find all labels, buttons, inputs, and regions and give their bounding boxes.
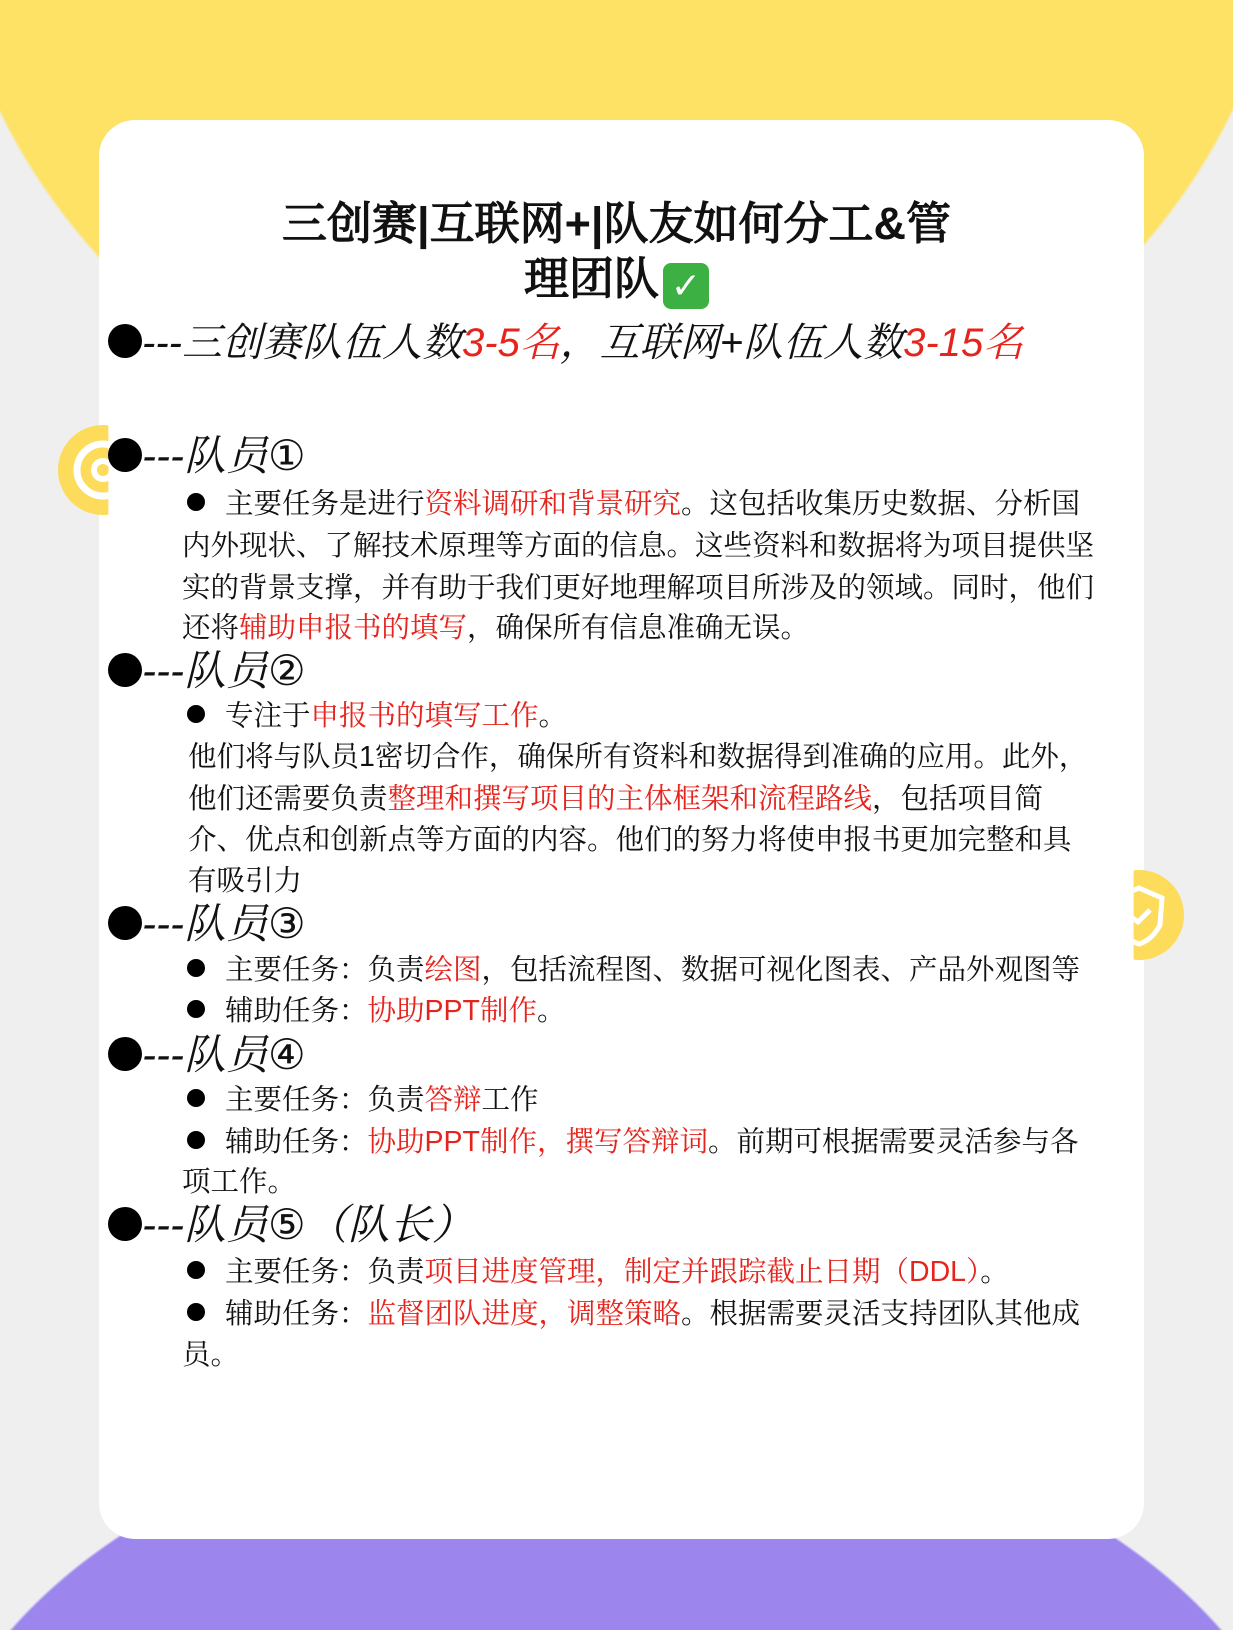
body-text-line: [182, 1162, 296, 1202]
highlighted-text: 协助PPT制作: [367, 995, 537, 1027]
text-segment: 主要任务：负责: [225, 1084, 425, 1116]
text-segment: ，确保所有信息准确无误。: [467, 612, 810, 644]
text-segment: ，包括项目简: [872, 783, 1044, 815]
bullet-icon: [187, 1000, 205, 1018]
bullet-icon: [187, 959, 205, 977]
bullet-icon: [108, 1207, 142, 1241]
text-segment: 主要任务：负责: [225, 954, 425, 986]
text-segment: 工作: [481, 1084, 539, 1116]
text-segment: 内外现状、了解技术原理等方面的信息。这些资料和数据将为项目提供坚: [182, 530, 1095, 562]
bullet-icon: [108, 438, 142, 472]
bullet-icon: [187, 1089, 205, 1107]
text-segment: 他们还需要负责: [188, 783, 388, 815]
highlighted-text: 答辩: [424, 1084, 482, 1116]
bullet-icon: [108, 1037, 142, 1071]
bullet-icon: [187, 1131, 205, 1149]
text-segment: 还将: [182, 612, 240, 644]
text-segment: 员。: [182, 1339, 240, 1371]
section-heading: [108, 1200, 474, 1250]
text-segment: 有吸引力: [188, 865, 303, 897]
body-text-line: [187, 950, 1080, 990]
text-segment: ---队员⑤（队长）: [142, 1201, 474, 1248]
highlighted-text: 项目进度管理，制定并跟踪截止日期（DDL）: [424, 1256, 981, 1288]
body-text-line: [182, 568, 1094, 608]
page-title-line-2: [0, 251, 1233, 309]
text-segment: ---队员①: [142, 432, 306, 479]
body-text-line: [187, 696, 567, 736]
text-segment: ---队员④: [142, 1031, 306, 1078]
text-segment: ---队员②: [142, 647, 306, 694]
bullet-icon: [187, 1261, 205, 1279]
text-segment: 辅助任务：: [225, 995, 368, 1027]
text-segment: 辅助任务：: [225, 1126, 368, 1158]
text-segment: 。: [980, 1256, 1009, 1288]
highlighted-text: 申报书的填写工作: [310, 700, 539, 732]
page-title-line-1: 三创赛|互联网+|队友如何分工&管: [282, 198, 951, 249]
bullet-icon: [187, 705, 205, 723]
highlighted-text: 协助PPT制作，撰写答辩词: [367, 1126, 708, 1158]
body-text-line: [188, 861, 302, 901]
body-text-line: [187, 1080, 539, 1120]
body-text-line: [182, 526, 1094, 566]
text-segment: 介、优点和创新点等方面的内容。他们的努力将使申报书更加完整和具: [188, 824, 1072, 856]
bullet-icon: [108, 906, 142, 940]
bullet-icon: [187, 493, 205, 511]
text-segment: 专注于: [225, 700, 311, 732]
body-text-line: [188, 779, 1043, 819]
highlighted-text: 3-15名: [903, 321, 1024, 365]
section-heading: [108, 1030, 306, 1080]
highlighted-text: 绘图: [424, 954, 482, 986]
text-segment: 他们将与队员1密切合作，确保所有资料和数据得到准确的应用。此外，: [188, 741, 1088, 773]
highlighted-text: 3-5名: [461, 321, 560, 365]
highlighted-text: 资料调研和背景研究: [424, 488, 682, 520]
text-segment: ，包括流程图、数据可视化图表、产品外观图等: [481, 954, 1081, 986]
body-text-line: [187, 1252, 1009, 1292]
text-segment: ---三创赛队伍人数: [142, 321, 462, 365]
body-text-line: [187, 991, 565, 1031]
text-segment: 主要任务：负责: [225, 1256, 425, 1288]
text-segment: ---队员③: [142, 900, 306, 947]
highlighted-text: 监督团队进度，调整策略: [367, 1298, 682, 1330]
section-heading: [108, 431, 306, 481]
section-heading: [108, 899, 306, 949]
text-segment: 。前期可根据需要灵活参与各: [707, 1126, 1079, 1158]
text-segment: 。根据需要灵活支持团队其他成: [681, 1298, 1081, 1330]
section-heading: [108, 646, 306, 696]
text-segment: 。: [536, 995, 566, 1027]
body-text-line: [182, 1335, 239, 1375]
body-text-line: [187, 1122, 1078, 1162]
highlighted-text: 辅助申报书的填写: [239, 612, 468, 644]
body-text-line: [188, 820, 1072, 860]
highlighted-text: 整理和撰写项目的主体框架和流程路线: [387, 783, 873, 815]
body-text-line: [188, 737, 1087, 777]
page-title-text: 理团队: [523, 253, 659, 304]
text-segment: 。: [538, 700, 568, 732]
bullet-icon: [108, 324, 142, 358]
bullet-icon: [108, 653, 142, 687]
body-text-line: [187, 484, 1080, 524]
check-mark-icon: ✓: [663, 263, 709, 309]
text-segment: 主要任务是进行: [225, 488, 425, 520]
text-segment: 。这包括收集历史数据、分析国: [681, 488, 1081, 520]
bullet-icon: [187, 1303, 205, 1321]
text-segment: 辅助任务：: [225, 1298, 368, 1330]
text-segment: 实的背景支撑，并有助于我们更好地理解项目所涉及的领域。同时，他们: [182, 572, 1095, 604]
body-text-line: [182, 608, 809, 648]
section-heading: [108, 318, 1023, 368]
text-segment: ，互联网+队伍人数: [559, 321, 904, 365]
text-segment: 项工作。: [182, 1166, 297, 1198]
body-text-line: [187, 1294, 1080, 1334]
